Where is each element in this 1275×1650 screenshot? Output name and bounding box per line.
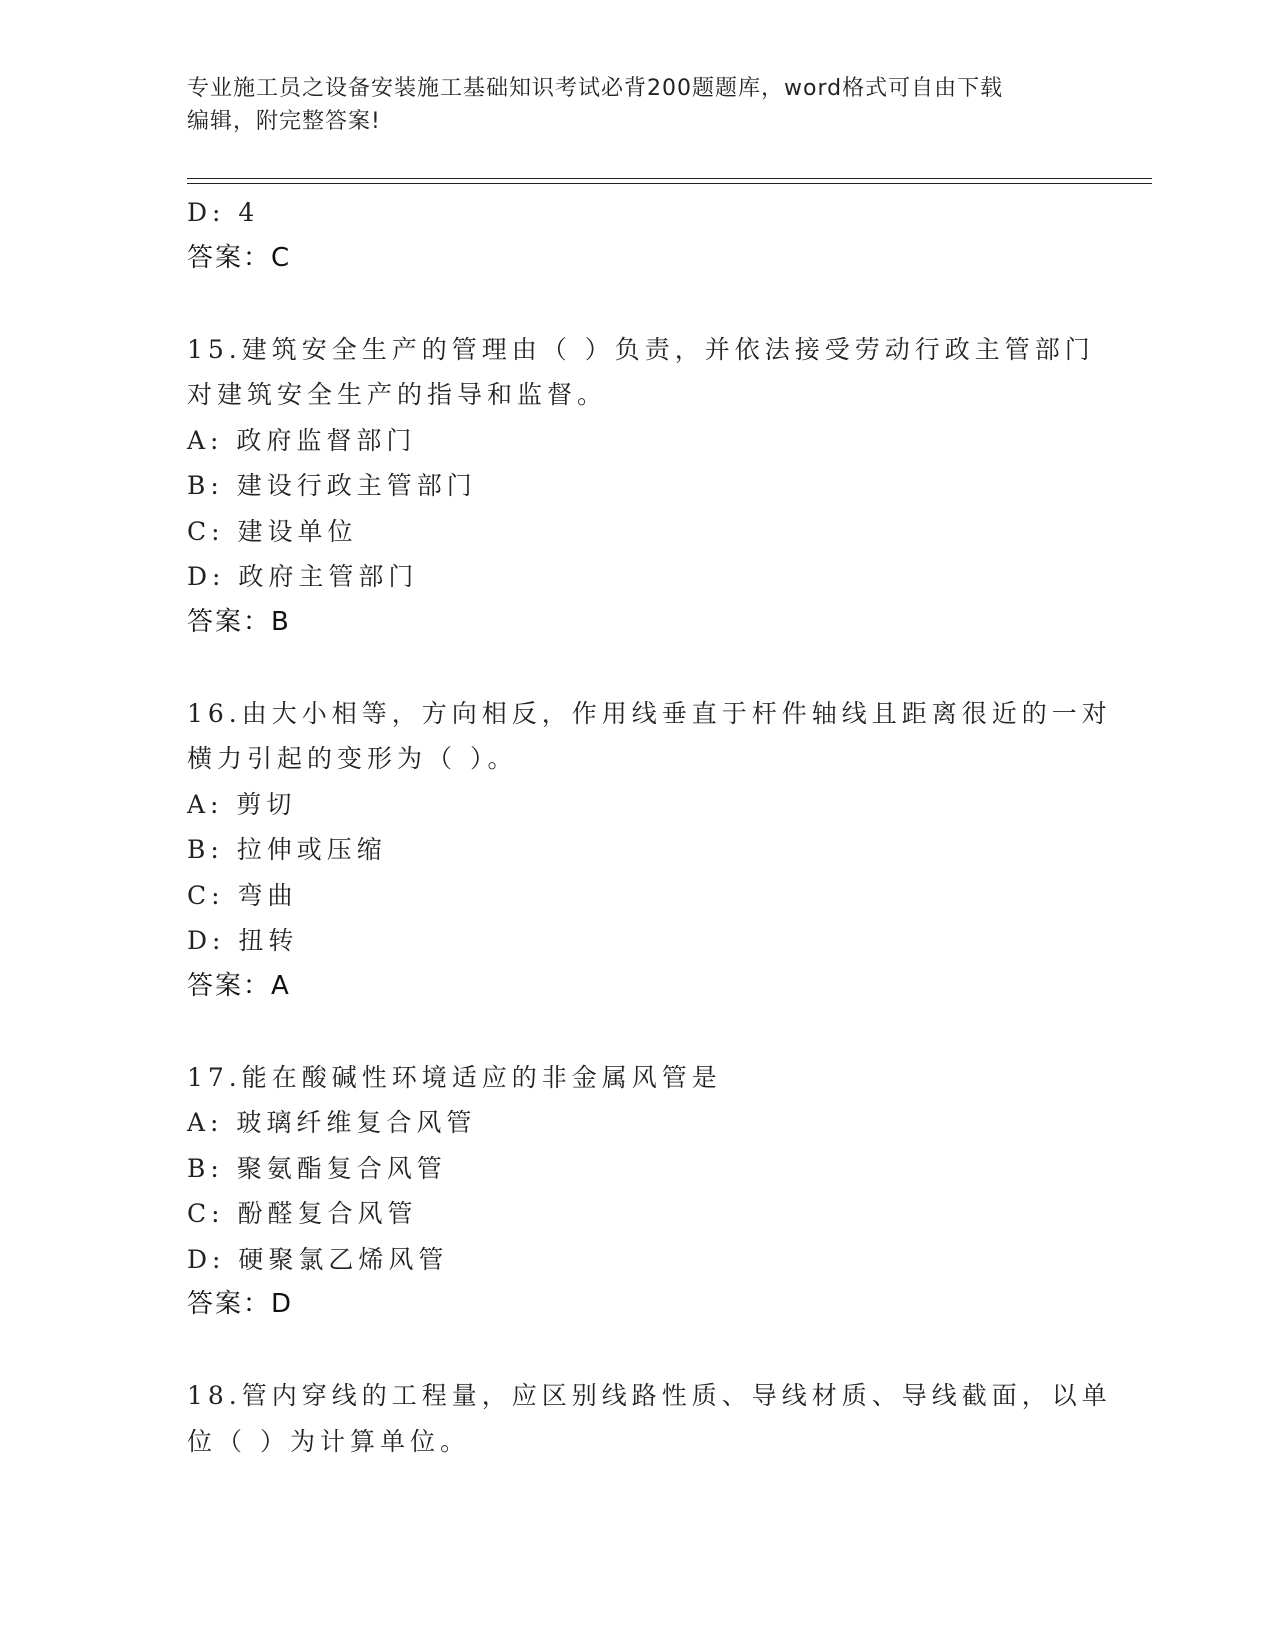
answer-line: 答案：B <box>187 606 291 637</box>
header-title-line-2: 编辑，附完整答案! <box>187 109 381 134</box>
option-d: D: 政府主管部门 <box>187 562 419 591</box>
spacer <box>187 1328 1087 1374</box>
header-divider-bottom <box>187 183 1152 184</box>
question-18 <box>187 1373 1112 1464</box>
option-d: D: 4 <box>187 198 260 227</box>
question-stem-line: 17.能在酸碱性环境适应的非金属风管是 <box>187 1062 722 1092</box>
question-stem-line: 位（ ）为计算单位。 <box>187 1426 470 1456</box>
question-stem-line: 横力引起的变形为（ ）。 <box>187 744 518 773</box>
question-stem-line: 18.管内穿线的工程量，应区别线路性质、导线材质、导线截面，以单 <box>187 1381 1112 1410</box>
option-b: B: 拉伸或压缩 <box>187 835 387 864</box>
option-b: B: 建设行政主管部门 <box>187 471 477 500</box>
option-d: D: 扭转 <box>187 926 299 955</box>
option-d: D: 硬聚氯乙烯风管 <box>187 1244 449 1274</box>
option-c: C: 酚醛复合风管 <box>187 1199 418 1228</box>
question-14-tail <box>187 190 1087 281</box>
answer-line: 答案：D <box>187 1289 294 1319</box>
question-15 <box>187 327 1095 646</box>
question-stem-line: 15.建筑安全生产的管理由（ ）负责，并依法接受劳动行政主管部门 <box>187 334 1095 364</box>
question-16 <box>187 691 1112 1010</box>
header-divider-top <box>187 178 1152 179</box>
question-stem-line: 对建筑安全生产的指导和监督。 <box>187 380 608 409</box>
option-c: C: 建设单位 <box>187 516 358 546</box>
option-a: A: 政府监督部门 <box>187 425 417 455</box>
option-c: C: 弯曲 <box>187 880 298 910</box>
question-stem-line: 16.由大小相等，方向相反，作用线垂直于杆件轴线且距离很近的一对 <box>187 698 1112 728</box>
document-body <box>187 190 1112 1464</box>
question-17 <box>187 1055 1087 1328</box>
option-b: B: 聚氨酯复合风管 <box>187 1153 447 1183</box>
spacer <box>187 281 1087 327</box>
header-title-line-1: 专业施工员之设备安装施工基础知识考试必背200题题库，word格式可自由下载 <box>187 76 1004 101</box>
answer-line: 答案：A <box>187 970 291 1001</box>
spacer <box>187 1009 1087 1055</box>
option-a: A: 剪切 <box>187 789 297 819</box>
option-a: A: 玻璃纤维复合风管 <box>187 1108 477 1137</box>
answer-line: 答案：C <box>187 242 292 273</box>
document-header <box>187 72 1067 138</box>
spacer <box>187 645 1087 691</box>
